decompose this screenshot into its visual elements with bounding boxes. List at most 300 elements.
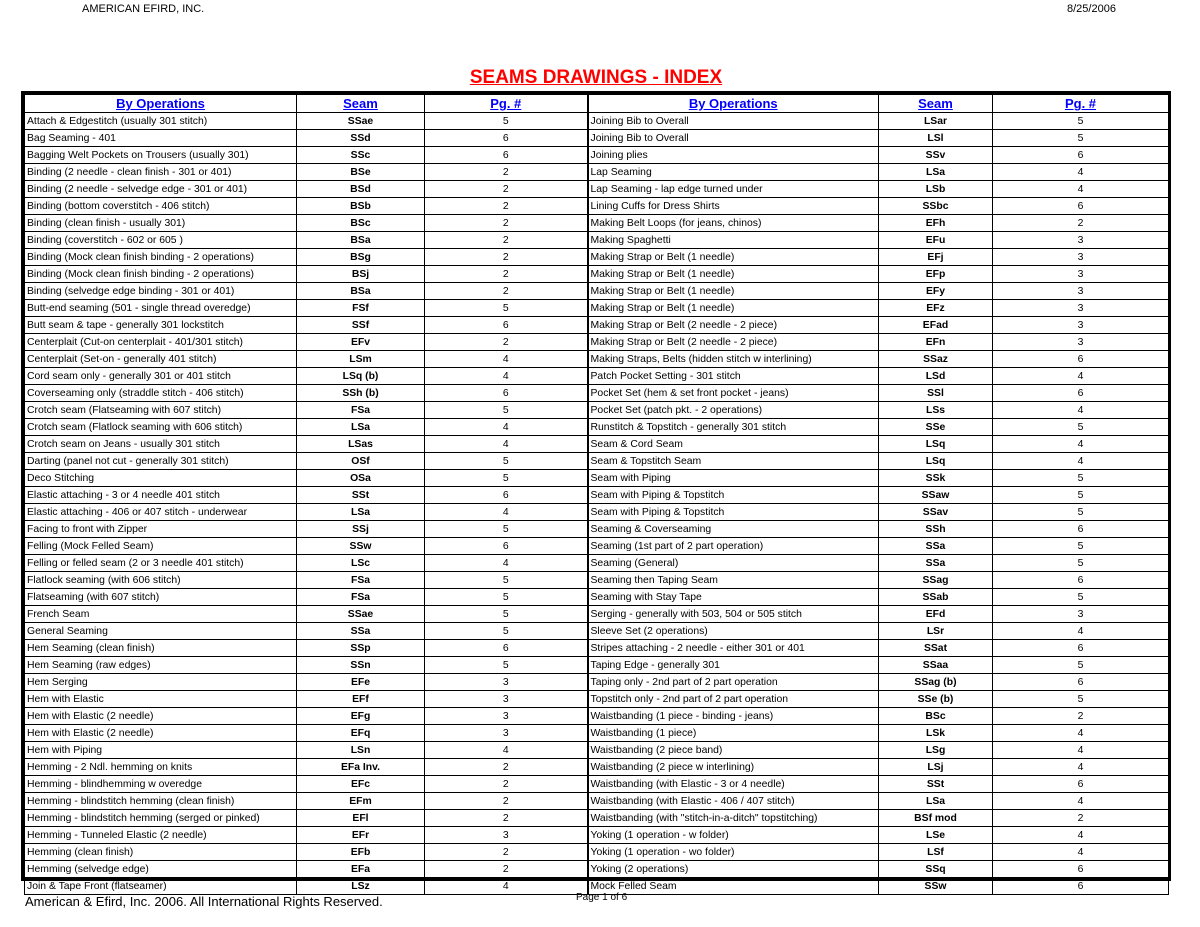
operation-right: Seaming with Stay Tape (588, 589, 879, 606)
operation-right: Making Strap or Belt (1 needle) (588, 283, 879, 300)
page-number-right: 3 (993, 606, 1169, 623)
page-number-left: 2 (425, 334, 588, 351)
operation-left: Bagging Welt Pockets on Trousers (usually 301) (25, 147, 297, 164)
operation-right: Making Belt Loops (for jeans, chinos) (588, 215, 879, 232)
operation-right: Waistbanding (1 piece - binding - jeans) (588, 708, 879, 725)
seam-code-left: EFb (297, 844, 425, 861)
table-row (25, 351, 1169, 368)
seam-code-right: EFp (879, 266, 993, 283)
seam-code-right: SSk (879, 470, 993, 487)
operation-right: Yoking (2 operations) (588, 861, 879, 878)
seam-code-right: LSj (879, 759, 993, 776)
operation-right: Pocket Set (patch pkt. - 2 operations) (588, 402, 879, 419)
page-number-left: 5 (425, 623, 588, 640)
operation-left: Binding (coverstitch - 602 or 605 ) (25, 232, 297, 249)
operation-right: Seam with Piping & Topstitch (588, 504, 879, 521)
table-row (25, 572, 1169, 589)
seam-code-right: LSq (879, 453, 993, 470)
seam-code-left: LSq (b) (297, 368, 425, 385)
seam-code-left: EFm (297, 793, 425, 810)
page-number-right: 2 (993, 708, 1169, 725)
seam-code-left: LSc (297, 555, 425, 572)
operation-right: Making Straps, Belts (hidden stitch w interlining) (588, 351, 879, 368)
seam-code-right: SSw (879, 878, 993, 895)
seam-code-left: SSf (297, 317, 425, 334)
copyright-footer: American & Efird, Inc. 2006. All International Rights Reserved. (25, 894, 383, 909)
operation-left: Coverseaming only (straddle stitch - 406 stitch) (25, 385, 297, 402)
seam-code-right: LSa (879, 793, 993, 810)
page-number-right: 5 (993, 470, 1169, 487)
operation-left: Hem Serging (25, 674, 297, 691)
page-number-left: 5 (425, 470, 588, 487)
table-row (25, 589, 1169, 606)
seam-code-right: SSag (b) (879, 674, 993, 691)
operation-right: Making Spaghetti (588, 232, 879, 249)
operation-right: Seaming (General) (588, 555, 879, 572)
operation-right: Stripes attaching - 2 needle - either 301 or 401 (588, 640, 879, 657)
operation-left: Binding (selvedge edge binding - 301 or 401) (25, 283, 297, 300)
page-number-left: 2 (425, 164, 588, 181)
seam-code-left: FSf (297, 300, 425, 317)
page-number-right: 6 (993, 351, 1169, 368)
seam-code-left: SSae (297, 606, 425, 623)
page-number-right: 5 (993, 419, 1169, 436)
seam-code-right: BSc (879, 708, 993, 725)
seam-code-left: OSf (297, 453, 425, 470)
page-number-right: 5 (993, 130, 1169, 147)
table-row (25, 827, 1169, 844)
page-number-left: 6 (425, 385, 588, 402)
table-row (25, 504, 1169, 521)
table-row (25, 623, 1169, 640)
operation-left: Binding (2 needle - clean finish - 301 or 401) (25, 164, 297, 181)
operation-right: Seam & Cord Seam (588, 436, 879, 453)
page-number-left: 4 (425, 419, 588, 436)
operation-left: Centerplait (Cut-on centerplait - 401/301 stitch) (25, 334, 297, 351)
operation-left: Elastic attaching - 3 or 4 needle 401 stitch (25, 487, 297, 504)
page-number-left: 5 (425, 453, 588, 470)
seam-code-left: BSd (297, 181, 425, 198)
table-row (25, 334, 1169, 351)
page-number-right: 4 (993, 453, 1169, 470)
seam-code-right: LSq (879, 436, 993, 453)
page-number-right: 4 (993, 623, 1169, 640)
page-number-right: 6 (993, 198, 1169, 215)
seam-code-right: SSaz (879, 351, 993, 368)
page-number-right: 6 (993, 861, 1169, 878)
operation-right: Lap Seaming - lap edge turned under (588, 181, 879, 198)
page-number-left: 4 (425, 742, 588, 759)
page-number-right: 5 (993, 487, 1169, 504)
operation-left: French Seam (25, 606, 297, 623)
page-number-right: 6 (993, 572, 1169, 589)
table-row (25, 640, 1169, 657)
page-number-right: 4 (993, 436, 1169, 453)
table-header-row (25, 95, 1169, 113)
operation-right: Waistbanding (with "stitch-in-a-ditch" topstitching) (588, 810, 879, 827)
col-header-seam-left: Seam (297, 95, 425, 113)
table-row (25, 317, 1169, 334)
seam-code-right: LSb (879, 181, 993, 198)
operation-right: Waistbanding (1 piece) (588, 725, 879, 742)
page-number: Page 1 of 6 (576, 892, 628, 903)
page-number-left: 5 (425, 589, 588, 606)
seam-code-left: EFg (297, 708, 425, 725)
operation-left: Hemming (clean finish) (25, 844, 297, 861)
page-number-left: 2 (425, 844, 588, 861)
operation-right: Sleeve Set (2 operations) (588, 623, 879, 640)
operation-right: Seam with Piping & Topstitch (588, 487, 879, 504)
seam-code-left: SSn (297, 657, 425, 674)
table-row (25, 674, 1169, 691)
page-number-right: 6 (993, 385, 1169, 402)
page-number-right: 4 (993, 164, 1169, 181)
table-row (25, 164, 1169, 181)
operation-left: Hem with Elastic (2 needle) (25, 708, 297, 725)
seam-code-left: SSc (297, 147, 425, 164)
operation-left: Binding (Mock clean finish binding - 2 operations) (25, 266, 297, 283)
table-row (25, 436, 1169, 453)
page-number-right: 6 (993, 878, 1169, 895)
operation-right: Seam & Topstitch Seam (588, 453, 879, 470)
seam-code-right: SSv (879, 147, 993, 164)
seam-code-left: EFq (297, 725, 425, 742)
table-row (25, 215, 1169, 232)
seam-code-right: SSat (879, 640, 993, 657)
seam-code-right: LSg (879, 742, 993, 759)
operation-left: Crotch seam on Jeans - usually 301 stitch (25, 436, 297, 453)
seam-code-right: SSag (879, 572, 993, 589)
operation-left: Hemming - blindstitch hemming (clean finish) (25, 793, 297, 810)
page-number-right: 4 (993, 793, 1169, 810)
operation-left: Elastic attaching - 406 or 407 stitch - underwear (25, 504, 297, 521)
page-number-left: 5 (425, 572, 588, 589)
seam-code-left: SSp (297, 640, 425, 657)
page-number-left: 6 (425, 538, 588, 555)
page-number-right: 6 (993, 521, 1169, 538)
table-row (25, 521, 1169, 538)
col-header-seam-right: Seam (879, 95, 993, 113)
table-row (25, 725, 1169, 742)
page-number-right: 2 (993, 215, 1169, 232)
page-number-right: 5 (993, 657, 1169, 674)
table-row (25, 759, 1169, 776)
page-number-right: 5 (993, 504, 1169, 521)
page-number-left: 4 (425, 368, 588, 385)
page-number-left: 6 (425, 487, 588, 504)
table-row (25, 300, 1169, 317)
table-row (25, 113, 1169, 130)
table-row (25, 844, 1169, 861)
table-row (25, 793, 1169, 810)
page-number-right: 6 (993, 640, 1169, 657)
seam-code-right: LSar (879, 113, 993, 130)
seam-code-left: EFa (297, 861, 425, 878)
operation-right: Joining plies (588, 147, 879, 164)
page-number-right: 4 (993, 725, 1169, 742)
table-row (25, 657, 1169, 674)
page-number-right: 3 (993, 266, 1169, 283)
operation-right: Making Strap or Belt (1 needle) (588, 266, 879, 283)
operation-left: Binding (clean finish - usually 301) (25, 215, 297, 232)
seam-code-right: SSq (879, 861, 993, 878)
page-title: SEAMS DRAWINGS - INDEX (469, 67, 723, 88)
seam-code-right: SSt (879, 776, 993, 793)
operation-right: Seaming & Coverseaming (588, 521, 879, 538)
page-number-right: 5 (993, 113, 1169, 130)
seam-code-right: LSr (879, 623, 993, 640)
table-row (25, 708, 1169, 725)
seam-code-left: EFl (297, 810, 425, 827)
page-number-right: 4 (993, 742, 1169, 759)
page-number-right: 4 (993, 827, 1169, 844)
operation-left: Hem with Elastic (2 needle) (25, 725, 297, 742)
seam-code-right: LSl (879, 130, 993, 147)
table-row (25, 249, 1169, 266)
page-number-right: 5 (993, 555, 1169, 572)
seam-code-left: LSm (297, 351, 425, 368)
seam-code-left: SSh (b) (297, 385, 425, 402)
operation-right: Lining Cuffs for Dress Shirts (588, 198, 879, 215)
seam-code-left: BSe (297, 164, 425, 181)
table-row (25, 555, 1169, 572)
operation-left: Join & Tape Front (flatseamer) (25, 878, 297, 895)
seam-code-left: SSa (297, 623, 425, 640)
operation-right: Making Strap or Belt (2 needle - 2 piece) (588, 317, 879, 334)
operation-right: Making Strap or Belt (2 needle - 2 piece) (588, 334, 879, 351)
operation-left: Darting (panel not cut - generally 301 stitch) (25, 453, 297, 470)
table-row (25, 810, 1169, 827)
table-row (25, 198, 1169, 215)
operation-left: Binding (bottom coverstitch - 406 stitch) (25, 198, 297, 215)
operation-left: Binding (2 needle - selvedge edge - 301 or 401) (25, 181, 297, 198)
page-number-left: 4 (425, 878, 588, 895)
operation-left: Hem with Elastic (25, 691, 297, 708)
seam-code-right: LSf (879, 844, 993, 861)
operation-right: Waistbanding (2 piece band) (588, 742, 879, 759)
seam-code-right: LSa (879, 164, 993, 181)
seam-code-left: FSa (297, 402, 425, 419)
operation-left: Felling or felled seam (2 or 3 needle 401 stitch) (25, 555, 297, 572)
seam-code-left: BSc (297, 215, 425, 232)
page-number-left: 2 (425, 181, 588, 198)
operation-left: Butt-end seaming (501 - single thread overedge) (25, 300, 297, 317)
operation-left: Hemming - 2 Ndl. hemming on knits (25, 759, 297, 776)
seam-code-right: EFad (879, 317, 993, 334)
page-number-left: 3 (425, 674, 588, 691)
page-number-left: 2 (425, 759, 588, 776)
operation-left: Deco Stitching (25, 470, 297, 487)
page-number-right: 4 (993, 844, 1169, 861)
seam-code-left: EFa Inv. (297, 759, 425, 776)
seam-code-left: LSa (297, 504, 425, 521)
page-number-left: 2 (425, 232, 588, 249)
page-number-left: 5 (425, 402, 588, 419)
operation-left: Cord seam only - generally 301 or 401 stitch (25, 368, 297, 385)
seam-code-left: FSa (297, 572, 425, 589)
seam-code-right: BSf mod (879, 810, 993, 827)
page-number-right: 5 (993, 589, 1169, 606)
operation-right: Taping only - 2nd part of 2 part operation (588, 674, 879, 691)
operation-left: Bag Seaming - 401 (25, 130, 297, 147)
table-row (25, 470, 1169, 487)
page-number-right: 3 (993, 283, 1169, 300)
operation-left: Attach & Edgestitch (usually 301 stitch) (25, 113, 297, 130)
page-number-left: 3 (425, 725, 588, 742)
seam-code-left: BSg (297, 249, 425, 266)
operation-left: Flatlock seaming (with 606 stitch) (25, 572, 297, 589)
operation-right: Yoking (1 operation - wo folder) (588, 844, 879, 861)
seam-code-right: EFj (879, 249, 993, 266)
page-number-right: 6 (993, 776, 1169, 793)
seam-code-right: EFd (879, 606, 993, 623)
operation-right: Seaming (1st part of 2 part operation) (588, 538, 879, 555)
table-row (25, 283, 1169, 300)
seam-code-right: SSl (879, 385, 993, 402)
seam-code-right: EFh (879, 215, 993, 232)
page-number-right: 3 (993, 249, 1169, 266)
page-number-right: 4 (993, 759, 1169, 776)
seam-code-right: LSe (879, 827, 993, 844)
table-row (25, 453, 1169, 470)
operation-left: Facing to front with Zipper (25, 521, 297, 538)
operation-left: Felling (Mock Felled Seam) (25, 538, 297, 555)
operation-right: Runstitch & Topstitch - generally 301 stitch (588, 419, 879, 436)
seam-code-right: LSd (879, 368, 993, 385)
operation-left: Flatseaming (with 607 stitch) (25, 589, 297, 606)
page-number-right: 6 (993, 674, 1169, 691)
operation-left: Hemming - Tunneled Elastic (2 needle) (25, 827, 297, 844)
operation-right: Seam with Piping (588, 470, 879, 487)
table-row (25, 385, 1169, 402)
seam-code-right: SSbc (879, 198, 993, 215)
page-number-left: 6 (425, 317, 588, 334)
company-header: AMERICAN EFIRD, INC. (82, 3, 205, 15)
seam-code-right: SSaw (879, 487, 993, 504)
seam-code-left: LSn (297, 742, 425, 759)
seam-code-left: EFf (297, 691, 425, 708)
page-number-right: 2 (993, 810, 1169, 827)
seam-code-left: SSt (297, 487, 425, 504)
page-number-left: 4 (425, 555, 588, 572)
col-header-page-left: Pg. # (425, 95, 588, 113)
page-number-left: 5 (425, 300, 588, 317)
operation-left: Hem with Piping (25, 742, 297, 759)
table-row (25, 266, 1169, 283)
seams-index-table (21, 91, 1171, 892)
operation-right: Taping Edge - generally 301 (588, 657, 879, 674)
seam-code-left: EFv (297, 334, 425, 351)
page-number-left: 5 (425, 657, 588, 674)
page-number-left: 4 (425, 504, 588, 521)
operation-left: Crotch seam (Flatseaming with 607 stitch) (25, 402, 297, 419)
operation-left: Butt seam & tape - generally 301 lockstitch (25, 317, 297, 334)
page-number-right: 4 (993, 181, 1169, 198)
operation-right: Waistbanding (with Elastic - 3 or 4 needle) (588, 776, 879, 793)
operation-left: Hem Seaming (raw edges) (25, 657, 297, 674)
table-row (25, 402, 1169, 419)
operation-right: Pocket Set (hem & set front pocket - jeans) (588, 385, 879, 402)
page-number-left: 5 (425, 521, 588, 538)
page-number-left: 6 (425, 130, 588, 147)
operation-right: Waistbanding (2 piece w interlining) (588, 759, 879, 776)
table-row (25, 776, 1169, 793)
seam-code-left: LSz (297, 878, 425, 895)
operation-right: Yoking (1 operation - w folder) (588, 827, 879, 844)
page-number-left: 2 (425, 793, 588, 810)
operation-right: Lap Seaming (588, 164, 879, 181)
seam-code-left: EFr (297, 827, 425, 844)
page-number-left: 5 (425, 113, 588, 130)
page-number-right: 6 (993, 147, 1169, 164)
page-number-left: 2 (425, 249, 588, 266)
operation-left: Hemming (selvedge edge) (25, 861, 297, 878)
table-row (25, 147, 1169, 164)
operation-right: Seaming then Taping Seam (588, 572, 879, 589)
page-number-left: 3 (425, 708, 588, 725)
operation-right: Making Strap or Belt (1 needle) (588, 249, 879, 266)
operation-left: Hemming - blindhemming w overedge (25, 776, 297, 793)
page-number-left: 6 (425, 147, 588, 164)
page-number-left: 5 (425, 606, 588, 623)
table-row (25, 691, 1169, 708)
page-number-left: 3 (425, 691, 588, 708)
operation-left: Binding (Mock clean finish binding - 2 operations) (25, 249, 297, 266)
page-number-left: 3 (425, 827, 588, 844)
seam-code-left: EFc (297, 776, 425, 793)
operation-right: Patch Pocket Setting - 301 stitch (588, 368, 879, 385)
table-row (25, 487, 1169, 504)
page-number-left: 4 (425, 436, 588, 453)
seam-code-right: EFz (879, 300, 993, 317)
seam-code-right: EFy (879, 283, 993, 300)
operation-left: Hem Seaming (clean finish) (25, 640, 297, 657)
page-number-left: 2 (425, 266, 588, 283)
seam-code-left: EFe (297, 674, 425, 691)
page-number-left: 2 (425, 776, 588, 793)
seam-code-right: SSa (879, 555, 993, 572)
page-number-left: 2 (425, 198, 588, 215)
table-row (25, 232, 1169, 249)
page-number-right: 3 (993, 317, 1169, 334)
seam-code-right: LSs (879, 402, 993, 419)
seam-code-right: EFu (879, 232, 993, 249)
seam-code-right: SSa (879, 538, 993, 555)
table-row (25, 368, 1169, 385)
page-number-left: 2 (425, 861, 588, 878)
table-row (25, 742, 1169, 759)
operation-right: Topstitch only - 2nd part of 2 part operation (588, 691, 879, 708)
page-number-left: 2 (425, 810, 588, 827)
operation-right: Making Strap or Belt (1 needle) (588, 300, 879, 317)
seam-code-right: SSab (879, 589, 993, 606)
operation-right: Joining Bib to Overall (588, 130, 879, 147)
operation-right: Waistbanding (with Elastic - 406 / 407 stitch) (588, 793, 879, 810)
table-row (25, 419, 1169, 436)
seam-code-left: BSa (297, 232, 425, 249)
page-number-right: 3 (993, 334, 1169, 351)
page-number-left: 2 (425, 283, 588, 300)
operation-left: Crotch seam (Flatlock seaming with 606 stitch) (25, 419, 297, 436)
table-row (25, 538, 1169, 555)
seam-code-right: SSav (879, 504, 993, 521)
seam-code-left: BSa (297, 283, 425, 300)
table-row (25, 181, 1169, 198)
seam-code-right: LSk (879, 725, 993, 742)
operation-right: Joining Bib to Overall (588, 113, 879, 130)
seam-code-right: SSe (b) (879, 691, 993, 708)
table-row (25, 861, 1169, 878)
